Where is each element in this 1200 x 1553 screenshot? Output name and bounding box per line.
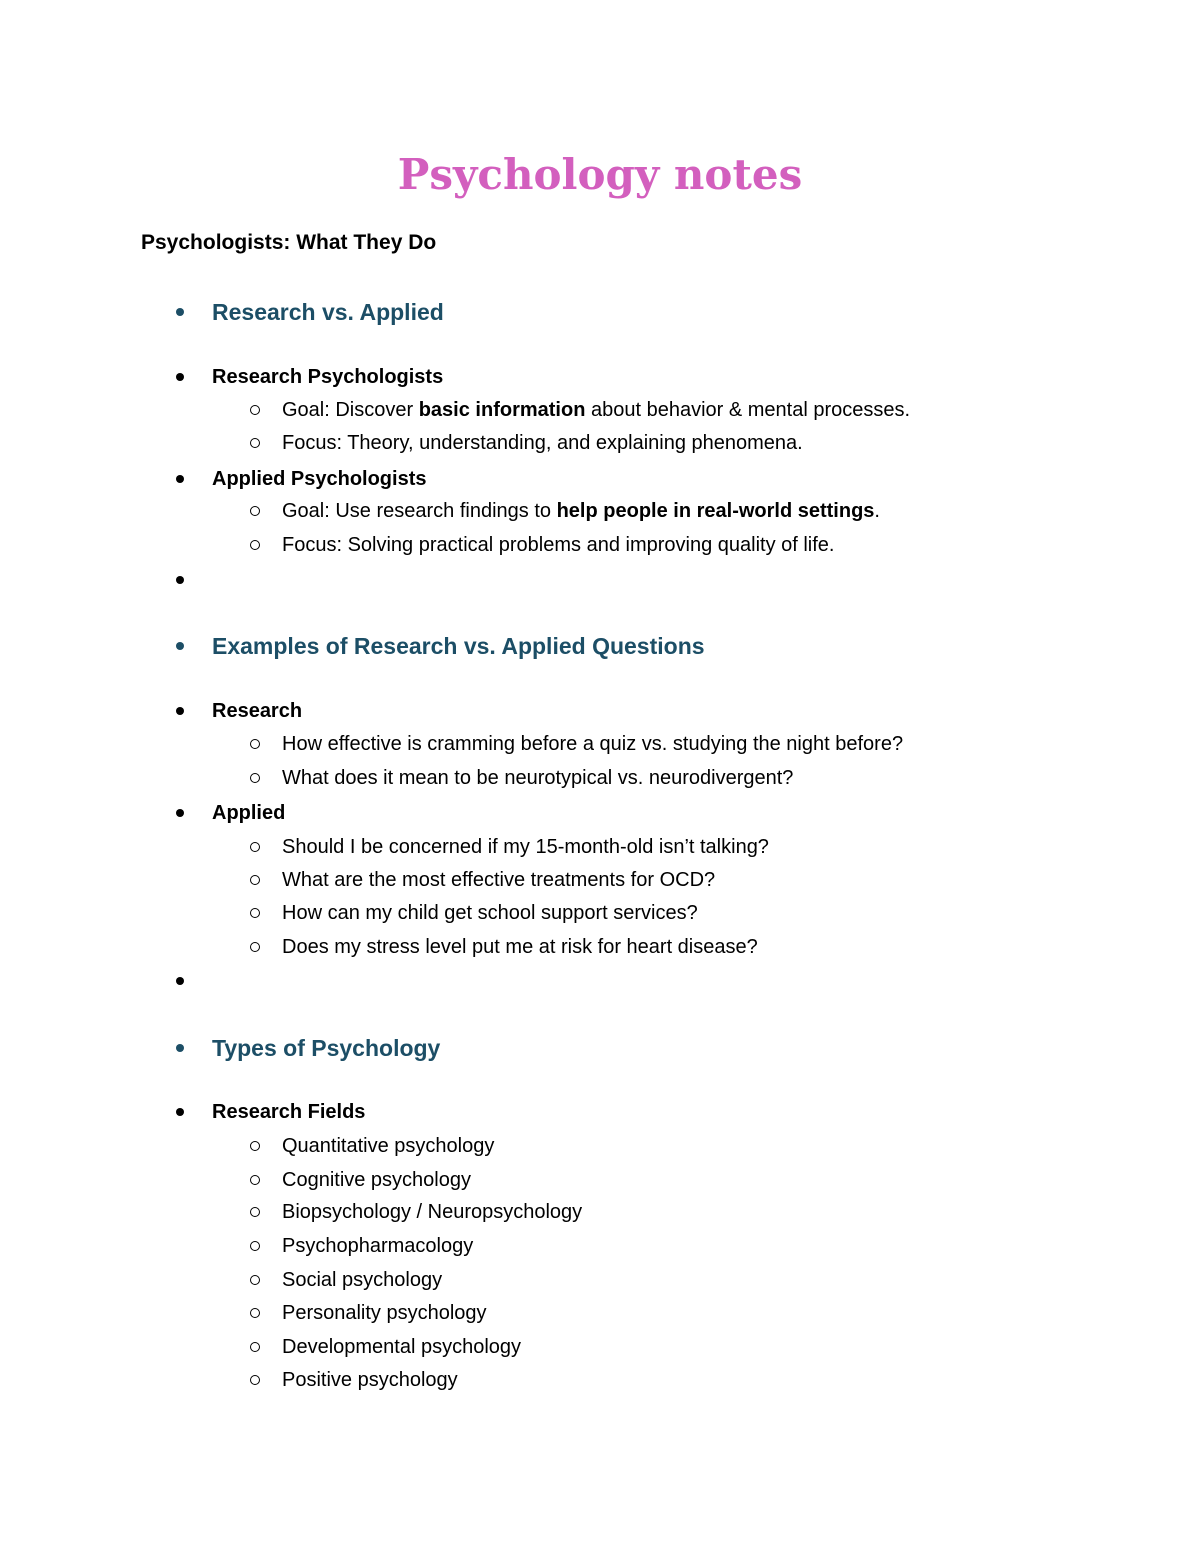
circle-bullet-icon bbox=[250, 1241, 260, 1251]
text-span: Goal: Discover bbox=[282, 399, 419, 421]
document-title: Psychology notes bbox=[397, 150, 803, 199]
bullet-icon bbox=[176, 707, 184, 715]
circle-bullet-icon bbox=[250, 908, 260, 918]
emphasis-text: basic information bbox=[418, 399, 586, 421]
bullet-icon bbox=[176, 1044, 184, 1052]
bullet-icon bbox=[176, 809, 184, 817]
bullet-icon bbox=[176, 642, 184, 650]
circle-bullet-icon bbox=[250, 405, 260, 415]
circle-bullet-icon bbox=[250, 438, 260, 448]
circle-bullet-icon bbox=[250, 942, 260, 952]
circle-bullet-icon bbox=[250, 875, 260, 885]
text-span: about behavior & mental processes. bbox=[585, 399, 911, 421]
circle-bullet-icon bbox=[250, 1342, 260, 1352]
bullet-icon bbox=[176, 1108, 184, 1116]
bullet-icon bbox=[176, 977, 184, 985]
circle-bullet-icon bbox=[250, 1175, 260, 1185]
circle-bullet-icon bbox=[250, 506, 260, 516]
circle-bullet-icon bbox=[250, 1375, 260, 1385]
circle-bullet-icon bbox=[250, 842, 260, 852]
circle-bullet-icon bbox=[250, 1275, 260, 1285]
bullet-icon bbox=[176, 308, 184, 316]
circle-bullet-icon bbox=[250, 540, 260, 550]
bullet-icon bbox=[176, 576, 184, 584]
bullet-icon bbox=[176, 373, 184, 381]
circle-bullet-icon bbox=[250, 773, 260, 783]
circle-bullet-icon bbox=[250, 1207, 260, 1217]
circle-bullet-icon bbox=[250, 739, 260, 749]
text-span: . bbox=[874, 500, 880, 522]
section-title: Psychologists: What They Do bbox=[141, 231, 437, 254]
text-span: Goal: Use research findings to bbox=[282, 500, 557, 522]
circle-bullet-icon bbox=[250, 1308, 260, 1318]
bullet-icon bbox=[176, 475, 184, 483]
emphasis-text: help people in real-world settings bbox=[556, 500, 875, 522]
circle-bullet-icon bbox=[250, 1141, 260, 1151]
